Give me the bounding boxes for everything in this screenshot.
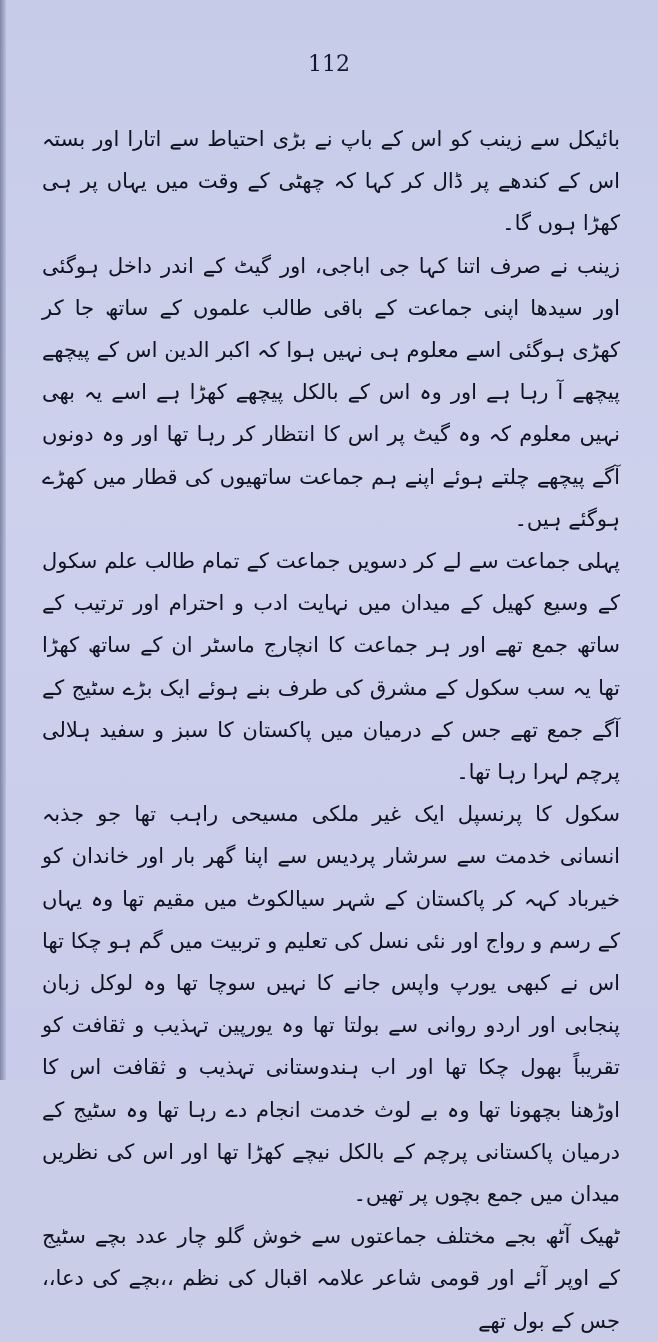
body-text [42, 118, 620, 1342]
paragraph-1: بائیکل سے زینب کو اس کے باپ نے بڑی احتیاط سے اتارا اور بستہ اس کے کندھے پر ڈال کر کہا کہ چھٹی کے وقت میں یہاں پر ہی کھڑا ہوں گا۔ [42, 127, 620, 236]
paragraph-2: زینب نے صرف اتنا کہا جی اباجی، اور گیٹ کے اندر داخل ہوگئی اور سیدھا اپنی جماعت کے باقی طالب علموں کے ساتھ جا کر کھڑی ہوگئی اسے معلوم ہی نہیں ہوا کہ اکبر الدین اس کے پیچھے پیچھے آ رہا ہے اور وہ اس کے بالکل پیچھے کھڑا ہے اسے یہ بھی نہیں معلوم کہ وہ گیٹ پر اس کا انتظار کر رہا تھا اور وہ دونوں آگے پیچھے چلتے ہوئے اپنے ہم جماعت ساتھیوں کی قطار میں کھڑے ہوگئے ہیں۔ [42, 253, 620, 531]
page-number: 112 [308, 52, 350, 77]
paragraph-4: سکول کا پرنسپل ایک غیر ملکی مسیحی راہب تھا جو جذبہ انسانی خدمت سے سرشار پردیس سے اپنا گھر بار اور خاندان کو خیرباد کہہ کر پاکستان کے شہر سیالکوٹ میں مقیم تھا وہ یہاں کے رسم و رواج اور نئی نسل کی تعلیم و تربیت میں گم ہو چکا تھا اس نے کبھی یورپ واپس جانے کا نہیں سوچا تھا وہ لوکل زبان پنجابی اور اردو روانی سے بولتا تھا وہ یورپین تہذیب و ثقافت کو تقریباً بھول چکا تھا اور اب ہندوستانی تہذیب و ثقافت اس کا اوڑھنا بچھونا تھا وہ بے لوث خدمت انجام دے رہا تھا وہ سٹیج کے درمیان پاکستانی پرچم کے بالکل نیچے کھڑا تھا اور اس کی نظریں میدان میں جمع بچوں پر تھیں۔ [42, 802, 620, 1207]
paragraph-5: ٹھیک آٹھ بجے مختلف جماعتوں سے خوش گلو چار عدد بچے سٹیج کے اوپر آئے اور قومی شاعر علامہ اقبال کی نظم ،،بچے کی دعا،، جس کے بول تھے [42, 1224, 620, 1333]
page-edge-shadow [0, 0, 6, 1080]
paragraph-3: پہلی جماعت سے لے کر دسویں جماعت کے تمام طالب علم سکول کے وسیع کھیل کے میدان میں نہایت ادب و احترام اور ترتیب کے ساتھ جمع تھے اور ہر جماعت کا انچارج ماسٹر ان کے ساتھ کھڑا تھا یہ سب سکول کے مشرق کی طرف بنے ہوئے ایک بڑے سٹیج کے آگے جمع تھے جس کے درمیان میں پاکستان کا سبز و سفید ہلالی پرچم لہرا رہا تھا۔ [42, 549, 620, 785]
